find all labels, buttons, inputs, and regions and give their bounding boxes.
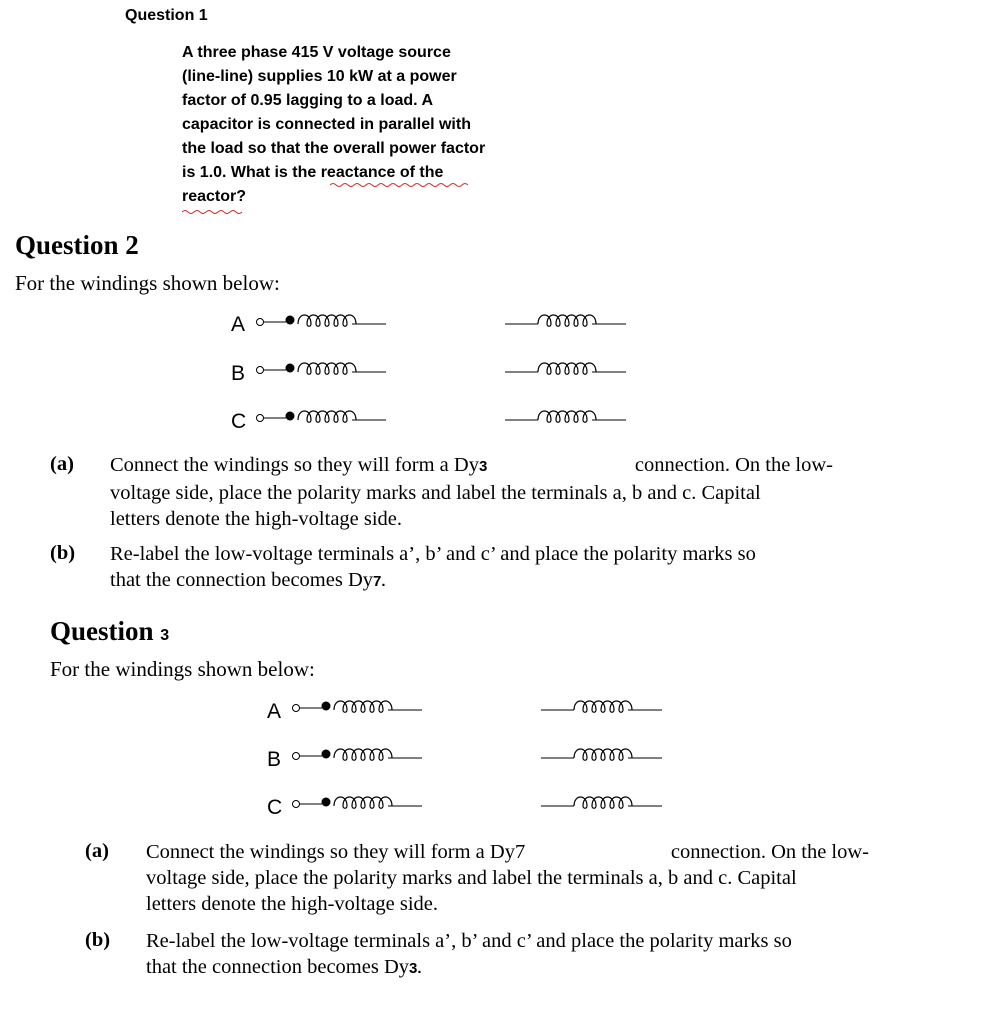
connection-code: 3 (478, 458, 488, 475)
spellcheck-underline (182, 209, 244, 214)
coil (574, 701, 632, 712)
part-label: (b) (85, 929, 111, 951)
text-span: that the connection becomes Dy (110, 569, 373, 591)
secondary-windings (505, 315, 626, 422)
polarity-dot (322, 702, 331, 711)
question-number: 3 (160, 627, 170, 644)
text-line: voltage side, place the polarity marks and label the terminals a, b and c. Capital (110, 482, 761, 504)
text-line-tail: connection. On the low- (634, 454, 833, 476)
text-line: voltage side, place the polarity marks and label the terminals a, b and c. Capital (146, 867, 797, 889)
polarity-dot (286, 412, 295, 421)
text-line-head (110, 452, 487, 480)
q1-line: A three phase 415 V voltage source (182, 44, 451, 61)
part-label: (b) (50, 542, 76, 564)
terminal-circle (257, 367, 264, 374)
coil (334, 701, 392, 712)
coil (538, 363, 596, 374)
terminal-circle (257, 319, 264, 326)
text-line (146, 839, 869, 865)
q1-line: factor of 0.95 lagging to a load. A (182, 92, 433, 109)
coil (538, 315, 596, 326)
coil (298, 411, 356, 422)
text-line (146, 954, 792, 982)
terminal-label: B (231, 362, 246, 385)
text-line: letters denote the high-voltage side. (110, 508, 403, 530)
terminal-label: C (231, 410, 247, 433)
primary-windings (293, 701, 423, 808)
winding-coils (250, 300, 670, 430)
q2-part-a-text (110, 452, 833, 532)
text-line: Re-label the low-voltage terminals a’, b’ and c’ and place the polarity marks so (110, 543, 756, 565)
question-3-intro: For the windings shown below: (50, 657, 315, 681)
secondary-windings (541, 701, 662, 808)
q1-line: reactor? (182, 188, 247, 205)
spellcheck-underline (330, 182, 468, 187)
polarity-dot (286, 364, 295, 373)
terminal-circle (257, 415, 264, 422)
part-label: (a) (85, 840, 109, 862)
coil (538, 411, 596, 422)
terminal-circle (293, 705, 300, 712)
question-2-intro: For the windings shown below: (15, 271, 280, 295)
polarity-dot (322, 750, 331, 759)
coil (334, 749, 392, 760)
coil (298, 363, 356, 374)
terminal-label: A (267, 700, 282, 723)
polarity-dot (286, 316, 295, 325)
part-label: (a) (50, 453, 74, 475)
text-line: letters denote the high-voltage side. (146, 893, 439, 915)
q1-line: (line-line) supplies 10 kW at a power (182, 68, 457, 85)
primary-windings (257, 315, 387, 422)
q1-line: the load so that the overall power factor (182, 140, 486, 157)
text-line (110, 452, 833, 480)
text-span: that the connection becomes Dy (146, 956, 409, 978)
coil (334, 797, 392, 808)
q3-part-a-text (146, 839, 869, 917)
question-1-title: Question 1 (125, 7, 208, 24)
q2-part-b-text (110, 541, 756, 595)
q1-line: capacitor is connected in parallel with (182, 116, 471, 133)
question-2-title: Question 2 (15, 230, 139, 260)
q3-part-b-text (146, 928, 792, 982)
text-line (110, 567, 756, 595)
text-line-head: Connect the windings so they will form a Dy7 (146, 841, 526, 863)
polarity-dot (322, 798, 331, 807)
coil (298, 315, 356, 326)
question-3-title (50, 616, 169, 647)
terminal-circle (293, 753, 300, 760)
text-line-tail: connection. On the low- (670, 841, 869, 863)
terminal-label: C (267, 796, 283, 819)
text-span: Connect the windings so they will form a Dy (110, 454, 479, 476)
terminal-circle (293, 801, 300, 808)
q1-line: is 1.0. What is the reactance of the (182, 164, 444, 181)
connection-code: 3. (409, 960, 422, 977)
coil (574, 797, 632, 808)
title-text: Question (50, 616, 154, 646)
text-line: Re-label the low-voltage terminals a’, b’ and c’ and place the polarity marks so (146, 930, 792, 952)
winding-coils (286, 686, 706, 816)
connection-code: 7. (373, 573, 386, 590)
coil (574, 749, 632, 760)
terminal-label: A (231, 313, 246, 336)
terminal-label: B (267, 748, 282, 771)
